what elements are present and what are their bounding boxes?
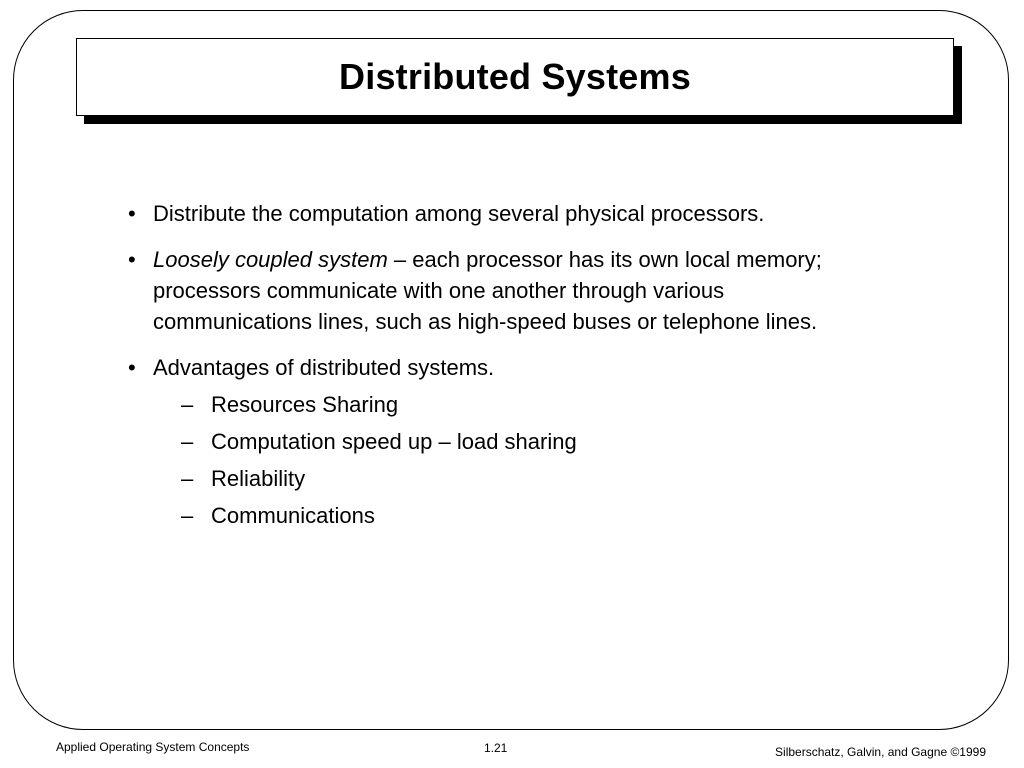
title-box <box>76 38 954 116</box>
sub-item-text: Resources Sharing <box>211 392 399 417</box>
sub-item-text: Reliability <box>211 466 306 491</box>
dash-glyph: – <box>181 503 194 528</box>
sub-item <box>128 426 888 457</box>
slide-content <box>128 198 888 537</box>
bullet-text: – each processor has its own local memory; processors communicate with one another through various communications lines, such as high-speed buses or telephone lines. <box>153 247 822 334</box>
sub-item-text: Communications <box>211 503 375 528</box>
bullet-italic-term: Loosely coupled system <box>153 247 388 272</box>
sub-item-text: Computation speed up – load sharing <box>211 429 577 454</box>
bullet-text: Distribute the computation among several physical processors. <box>153 201 765 226</box>
bullet-glyph: • <box>128 355 136 380</box>
bullet-item <box>128 352 888 383</box>
dash-glyph: – <box>181 466 194 491</box>
dash-glyph: – <box>181 429 194 454</box>
sub-item <box>128 389 888 420</box>
footer-page-number: 1.21 <box>484 741 508 755</box>
bullet-item <box>128 244 888 337</box>
footer-copyright: Silberschatz, Galvin, and Gagne ©1999 <box>775 745 986 759</box>
slide-title: Distributed Systems <box>339 56 691 97</box>
sub-item <box>128 463 888 494</box>
bullet-item <box>128 198 888 229</box>
bullet-glyph: • <box>128 247 136 272</box>
bullet-text: Advantages of distributed systems. <box>153 355 495 380</box>
sub-list <box>128 389 888 531</box>
dash-glyph: – <box>181 392 194 417</box>
bullet-glyph: • <box>128 201 136 226</box>
sub-item <box>128 500 888 531</box>
footer-book-title: Applied Operating System Concepts <box>56 740 250 754</box>
